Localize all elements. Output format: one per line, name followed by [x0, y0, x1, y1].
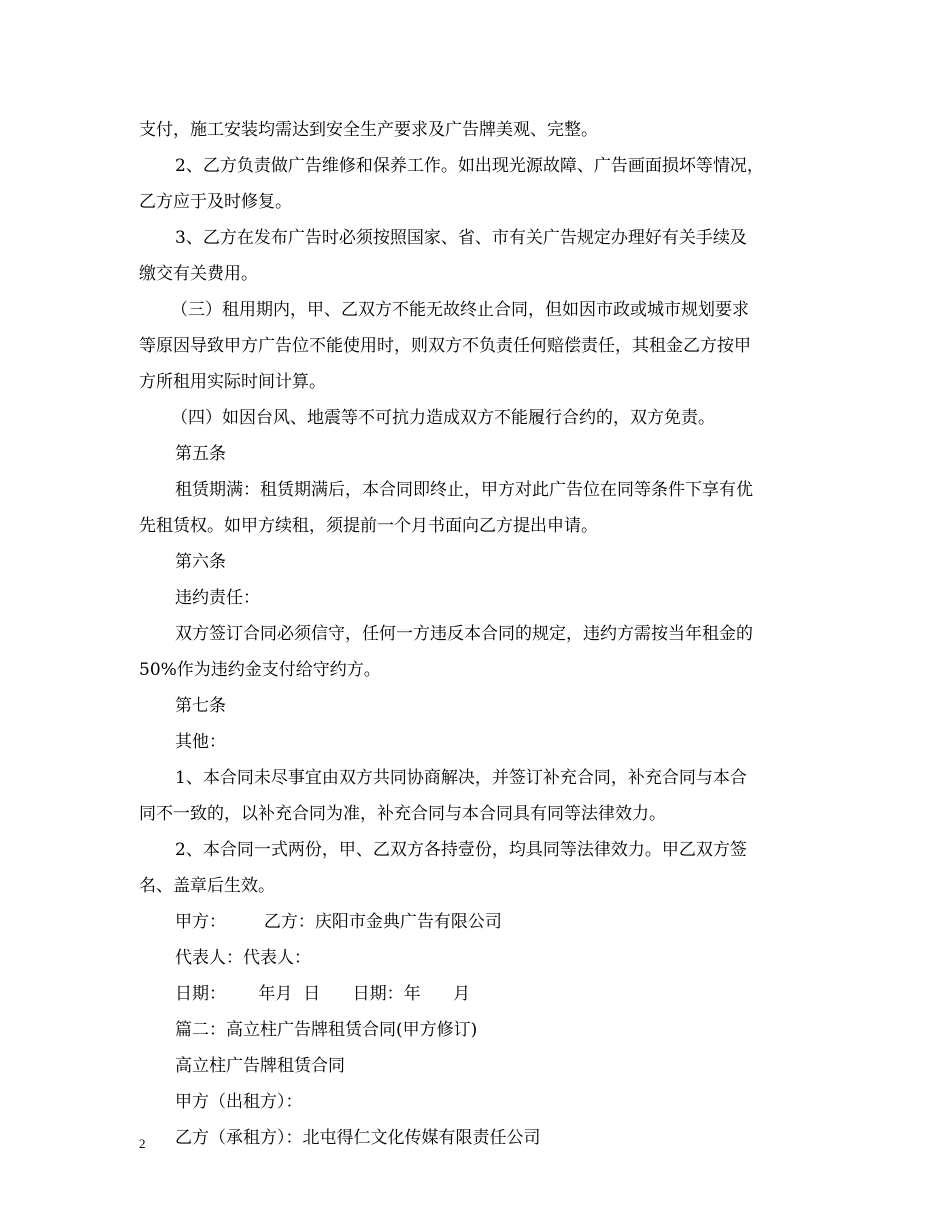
- paragraph-line: 乙方应于及时修复。: [139, 192, 292, 212]
- signature-party-line: 甲方： 乙方：庆阳市金典广告有限公司: [175, 912, 502, 932]
- paragraph-line: 2、本合同一式两份，甲、乙双方各持壹份，均具同等法律效力。甲乙双方签: [175, 840, 747, 860]
- paragraph-line: （四）如因台风、地震等不可抗力造成双方不能履行合约的，双方免责。: [171, 408, 715, 428]
- paragraph-line: [139, 148, 829, 184]
- contract-title: 高立柱广告牌租赁合同: [175, 1056, 345, 1076]
- signature-date-line: 日期： 年月 日 日期：年 月: [175, 984, 471, 1004]
- paragraph-text: 2、乙方负责做广告维修和保养工作。如出现光源故障、广告画面损坏等情况，: [175, 156, 764, 176]
- paragraph-line: 1、本合同未尽事宜由双方共同协商解决，并签订补充合同，补充合同与本合: [175, 768, 747, 788]
- signature-representative-line: 代表人：代表人：: [175, 948, 311, 968]
- page-number: 2: [139, 1136, 146, 1151]
- paragraph-line: 50%作为违约金支付给守约方。: [139, 660, 381, 680]
- article-heading: 第六条: [175, 552, 226, 572]
- paragraph-line: 缴交有关费用。: [139, 264, 258, 284]
- paragraph-line: 同不一致的，以补充合同为准，补充合同与本合同具有同等法律效力。: [139, 804, 666, 824]
- paragraph-line: 支付，施工安装均需达到安全生产要求及广告牌美观、完整。: [139, 120, 598, 140]
- paragraph-line: 租赁期满：租赁期满后，本合同即终止，甲方对此广告位在同等条件下享有优: [175, 480, 753, 500]
- document-body: [139, 112, 829, 1156]
- paragraph-line: 违约责任：: [175, 588, 260, 608]
- article-heading: 第五条: [175, 444, 226, 464]
- article-heading: 第七条: [175, 696, 226, 716]
- paragraph-line: （三）租用期内，甲、乙双方不能无故终止合同，但如因市政或城市规划要求: [171, 300, 749, 320]
- paragraph-line: 双方签订合同必须信守，任何一方违反本合同的规定，违约方需按当年租金的: [175, 624, 753, 644]
- paragraph-line: 3、乙方在发布广告时必须按照国家、省、市有关广告规定办理好有关手续及: [175, 228, 747, 248]
- paragraph-line: 其他：: [175, 732, 226, 752]
- party-a-line: 甲方（出租方）：: [175, 1092, 303, 1112]
- paragraph-line: 方所租用实际时间计算。: [139, 372, 326, 392]
- paragraph-line: 等原因导致甲方广告位不能使用时，则双方不负责任何赔偿责任，其租金乙方按甲: [139, 336, 751, 356]
- paragraph-line: 名、盖章后生效。: [139, 876, 275, 896]
- paragraph-line: 先租赁权。如甲方续租，须提前一个月书面向乙方提出申请。: [139, 516, 598, 536]
- section-title: 篇二：高立柱广告牌租赁合同(甲方修订): [175, 1020, 478, 1040]
- party-b-line: 乙方（承租方）：北屯得仁文化传媒有限责任公司: [175, 1128, 541, 1148]
